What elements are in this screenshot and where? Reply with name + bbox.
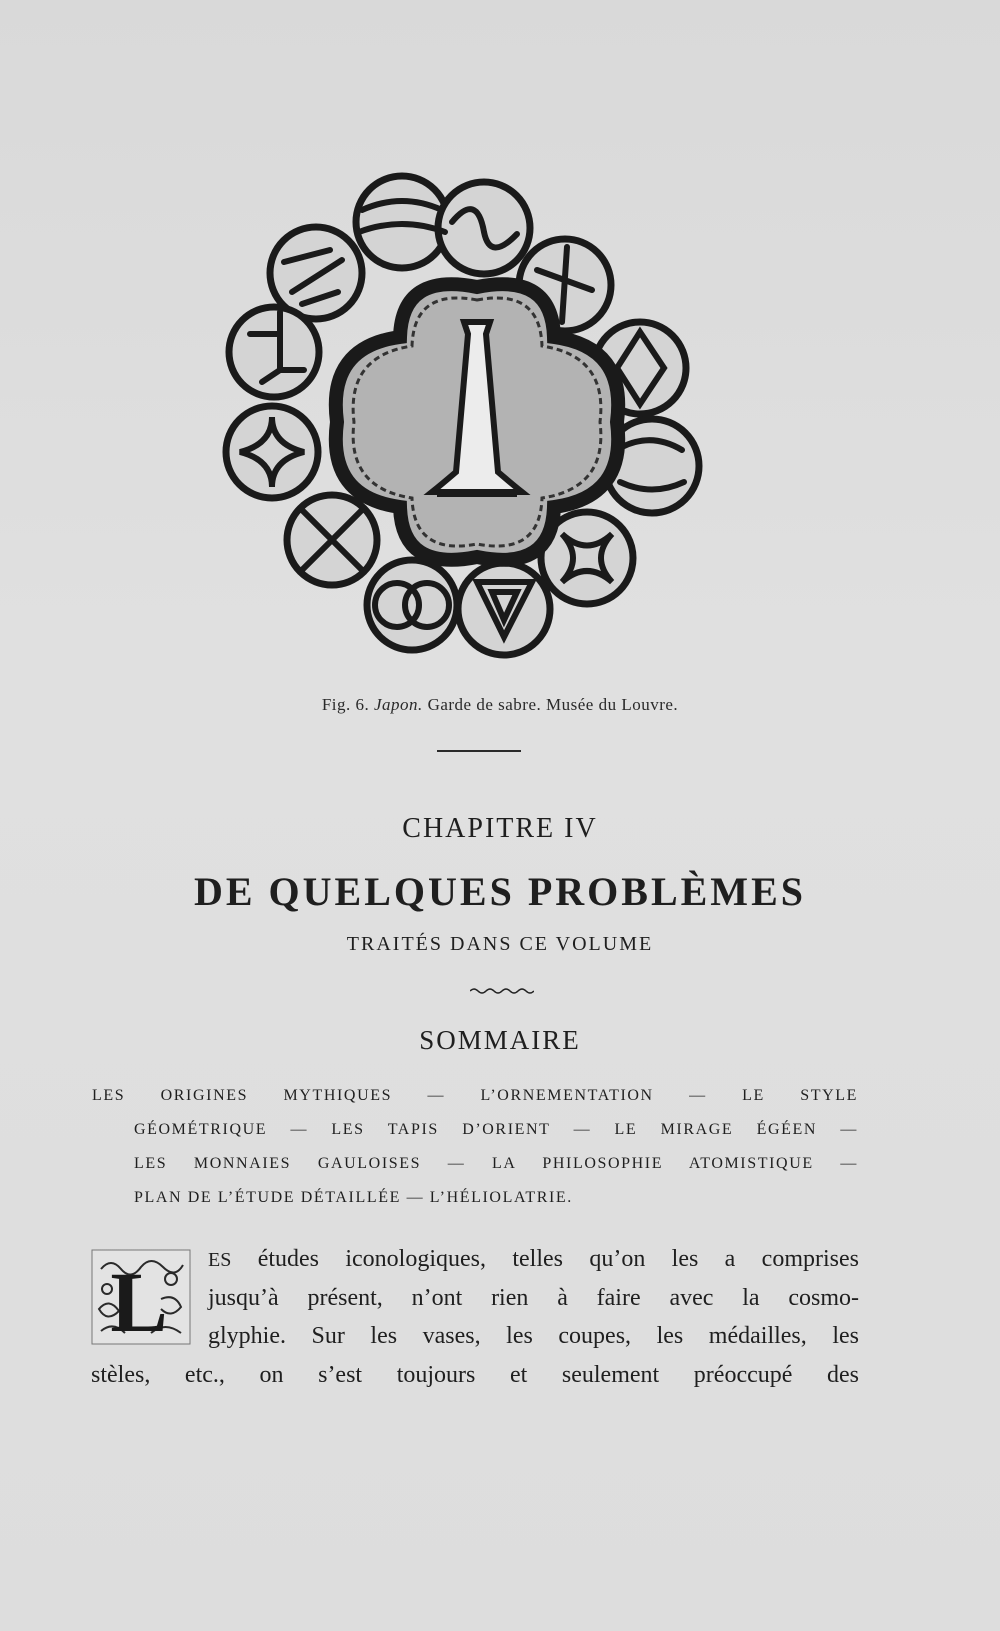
chapter-title: DE QUELQUES PROBLÈMES xyxy=(193,869,806,914)
summary-title: SOMMAIRE xyxy=(419,1025,581,1055)
caption-text: Garde de sabre. Musée du Louvre. xyxy=(427,695,679,714)
wavy-ornament xyxy=(470,987,534,995)
summary-line: PLAN DE L’ÉTUDE DÉTAILLÉE — L’HÉLIOLATRIE. xyxy=(134,1189,573,1206)
summary-line: GÉOMÉTRIQUE — LES TAPIS D’ORIENT — LE MIRAGE ÉGÉEN — xyxy=(134,1121,858,1138)
body-line-4: stèles, etc., on s’est toujours et seulement préoccupé des xyxy=(91,1362,859,1388)
summary-line: LES MONNAIES GAULOISES — LA PHILOSOPHIE ATOMISTIQUE — xyxy=(134,1155,858,1172)
chapter-subtitle: TRAITÉS DANS CE VOLUME xyxy=(346,933,654,955)
summary-line: LES ORIGINES MYTHIQUES — L’ORNEMENTATION — LE STYLE xyxy=(92,1087,858,1104)
ornamental-dropcap-L xyxy=(91,1249,191,1345)
body-line-1 xyxy=(208,1246,859,1273)
chapter-label: CHAPITRE IV xyxy=(402,813,598,844)
sword-guard-figure xyxy=(222,172,732,672)
separator-rule xyxy=(437,750,521,752)
caption-number: Fig. 6. xyxy=(321,695,370,714)
caption-place: Japon. xyxy=(374,695,423,714)
medallion-bottom-left xyxy=(367,560,457,650)
medallion-left-upper xyxy=(229,307,319,397)
svg-text:L: L xyxy=(110,1254,168,1345)
figure-caption xyxy=(0,695,1000,715)
body-line-2: jusqu’à présent, n’ont rien à faire avec la cosmo- xyxy=(208,1285,859,1311)
body-line-1-text: études iconologiques, telles qu’on les a comprises xyxy=(231,1246,859,1272)
dropcap-tail: ES xyxy=(208,1249,232,1271)
body-line-3: glyphie. Sur les vases, les coupes, les médailles, les xyxy=(208,1323,859,1349)
